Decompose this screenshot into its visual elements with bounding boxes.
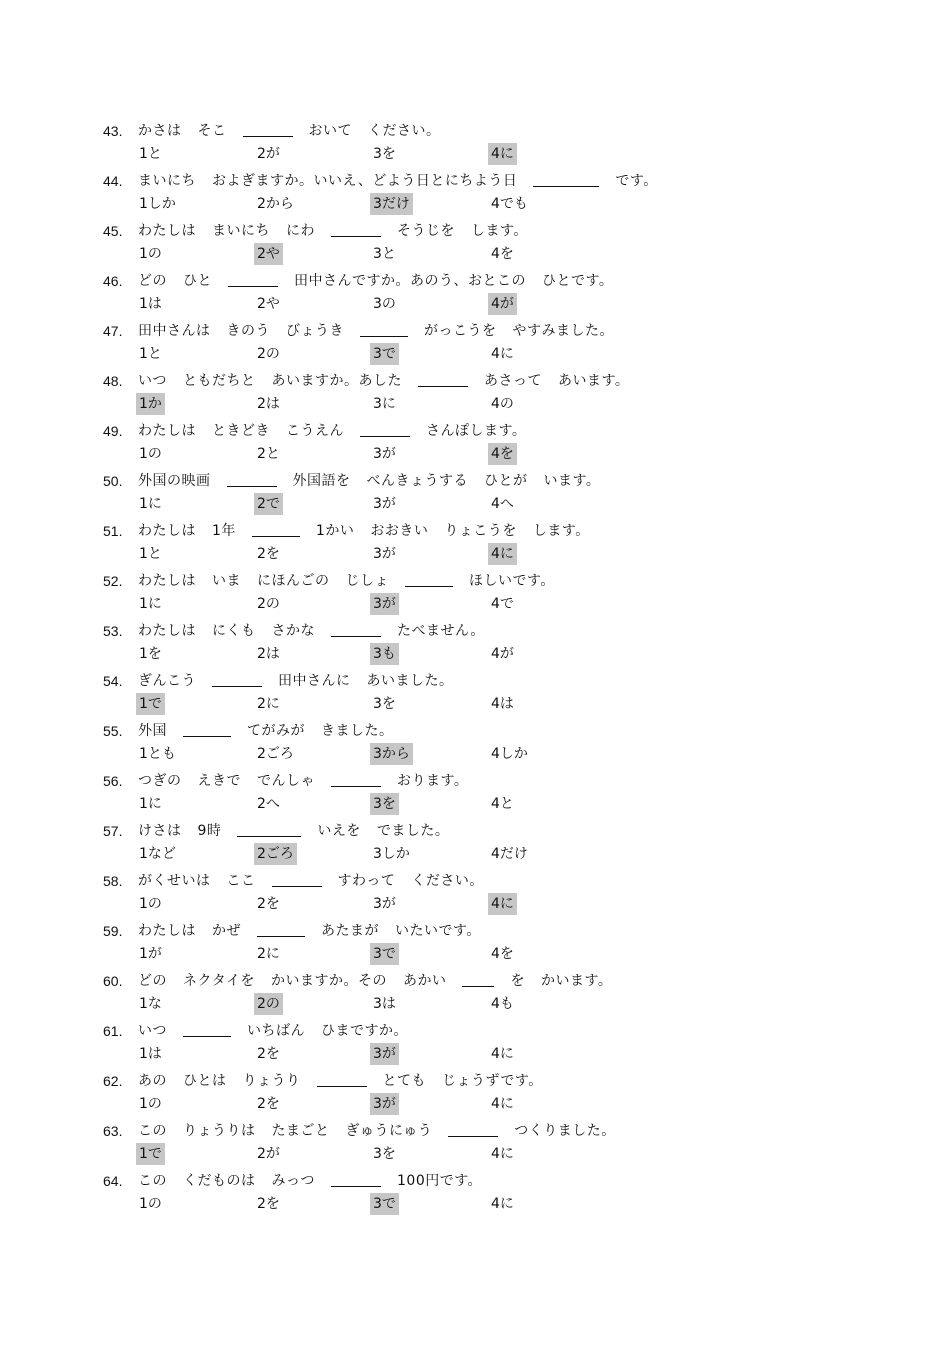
question-segment: 1年 [212,523,236,539]
question-segment: にわ [286,223,315,239]
question-number: 60. [103,973,123,989]
option: 3が [373,896,396,912]
question-number: 58. [103,873,123,889]
option: 2の [257,346,280,362]
option: 1が [139,946,162,962]
option: 4に [491,1096,514,1112]
question-item [0,270,950,320]
option: 1に [139,596,162,612]
question-segment: でんしゃ [257,773,315,789]
option-correct: 4に [488,143,517,165]
question-segment: きのう [226,323,270,339]
question-segment: にほんごの [257,573,330,589]
option-correct: 4に [488,893,517,915]
question-item [0,520,950,570]
option-row [0,793,950,815]
answer-blank [252,522,300,537]
option-row [0,843,950,865]
question-segment: ひと [183,273,212,289]
option: 4が [491,646,514,662]
question-text [138,1120,632,1142]
option-row [0,1193,950,1215]
option: 1の [139,446,162,462]
answer-blank [331,1172,381,1187]
question-segment: びょうき [286,323,344,339]
option: 2ごろ [257,746,294,762]
option-correct: 1で [136,693,165,715]
option: 3を [373,146,396,162]
option: 2は [257,646,280,662]
question-list [0,120,950,1220]
question-text [138,470,616,492]
question-number: 53. [103,623,123,639]
option: 2に [257,946,280,962]
option: 3が [373,496,396,512]
question-segment: 外国 [138,723,167,739]
question-segment: かぜ [212,923,241,939]
option: 4の [491,396,514,412]
option: 2と [257,446,280,462]
option-correct: 3が [370,593,399,615]
question-text [138,420,542,442]
option-correct: 2で [254,493,283,515]
option-row [0,643,950,665]
question-segment: きました。 [321,723,394,739]
question-segment: りょこうを [444,523,517,539]
question-number: 47. [103,323,123,339]
question-segment: かいます。 [540,973,613,989]
option: 3が [373,546,396,562]
question-item [0,470,950,520]
answer-blank [243,122,293,137]
answer-blank [257,922,305,937]
question-segment: およぎますか。いいえ、どよう日とにちよう日 [212,173,518,189]
question-segment: あさって [484,373,542,389]
question-text [138,220,544,242]
question-segment: すわって [337,873,396,889]
question-number: 43. [103,123,123,139]
option: 4へ [491,496,514,512]
question-item [0,1070,950,1120]
question-segment: とても [382,1073,426,1089]
question-segment: くだものは [183,1173,256,1189]
question-item [0,770,950,820]
question-number: 48. [103,373,123,389]
option-correct: 3で [370,943,399,965]
option: 4で [491,596,514,612]
question-segment: します。 [532,523,590,539]
question-segment: つくりました。 [514,1123,616,1139]
answer-blank [331,772,381,787]
option-correct: 3だけ [370,193,413,215]
question-segment: りょうりは [183,1123,256,1139]
option-correct: 2や [254,243,283,265]
question-segment: わたしは [138,573,196,589]
answer-blank [418,372,468,387]
option: 1とも [139,746,176,762]
answer-blank [237,822,301,837]
option-row [0,343,950,365]
question-text [138,170,674,192]
option: 1の [139,896,162,912]
question-segment: がっこうを [424,323,497,339]
option: 4も [491,996,514,1012]
question-segment: わたしは [138,423,196,439]
question-segment: ひとは [183,1073,227,1089]
question-item [0,420,950,470]
question-segment: けさは [138,823,182,839]
question-text [138,670,470,692]
option-correct: 3で [370,1193,399,1215]
question-segment: じょうずです。 [442,1073,543,1089]
question-segment: 9時 [197,823,222,839]
option: 1と [139,146,162,162]
question-item [0,120,950,170]
question-segment: あの [138,1073,167,1089]
option-row [0,243,950,265]
question-segment: を [510,973,525,989]
option-row [0,143,950,165]
answer-blank [228,272,278,287]
option: 2は [257,396,280,412]
option: 4しか [491,746,528,762]
option-correct: 3が [370,1043,399,1065]
question-number: 45. [103,223,123,239]
question-text [138,320,630,342]
question-segment: まいにち [138,173,196,189]
question-segment: ともだちと [183,373,256,389]
question-item [0,970,950,1020]
question-segment: ひまですか。 [321,1023,408,1039]
question-segment: ひとが [484,473,528,489]
question-item [0,220,950,270]
option: 4に [491,346,514,362]
question-segment: そこ [197,123,227,139]
question-segment: みっつ [271,1173,315,1189]
answer-blank [448,1122,498,1137]
question-number: 62. [103,1073,123,1089]
question-segment: かいますか。その [270,973,387,989]
option-correct: 1か [136,393,165,415]
question-segment: あたまが [321,923,379,939]
question-text [138,520,606,542]
question-item [0,170,950,220]
question-segment: ときどき [212,423,270,439]
option-correct: 3を [370,793,399,815]
question-segment: こうえん [286,423,344,439]
option-row [0,743,950,765]
option-row [0,543,950,565]
answer-blank [331,622,381,637]
question-segment: おいて [308,123,352,139]
question-segment: いえを [317,823,361,839]
question-number: 56. [103,773,123,789]
option-correct: 4に [488,543,517,565]
question-segment: です。 [615,173,658,189]
answer-blank [183,1022,231,1037]
question-segment: わたしは [138,623,196,639]
question-segment: 田中さんですか。あのう、おとこの [294,273,526,289]
question-segment: さんぽします。 [426,423,527,439]
question-segment: ぎんこう [138,673,196,689]
option: 2や [257,296,280,312]
question-segment: つぎの [138,773,182,789]
question-item [0,870,950,920]
option: 2が [257,1146,280,1162]
question-segment: 田中さんは [138,323,211,339]
question-segment: あかい [402,973,447,989]
option: 1など [139,846,176,862]
option-row [0,443,950,465]
option: 1を [139,646,162,662]
question-text [138,920,497,942]
question-segment: ここ [226,873,256,889]
question-segment: 外国語を [292,473,351,489]
question-segment: べんきょうする [366,473,468,489]
option: 3の [373,296,396,312]
option: 3が [373,446,396,462]
option: 1に [139,496,162,512]
option: 1の [139,246,162,262]
question-text [138,820,465,842]
question-segment: ほしいです。 [469,573,555,589]
question-number: 51. [103,523,123,539]
option-correct: 2ごろ [254,843,297,865]
answer-blank [533,172,599,187]
question-segment: この [138,1123,167,1139]
question-segment: にくも [212,623,256,639]
question-segment: いつ [138,373,167,389]
option-correct: 4が [488,293,517,315]
option: 4に [491,1046,514,1062]
option: 3を [373,696,396,712]
option: 1に [139,796,162,812]
answer-blank [462,972,494,987]
question-segment: います。 [543,473,601,489]
question-item [0,370,950,420]
option-row [0,293,950,315]
question-text [138,620,501,642]
option-row [0,693,950,715]
option-row [0,893,950,915]
answer-blank [183,722,231,737]
question-text [138,270,629,292]
question-segment: ぎゅうにゅう [345,1123,433,1139]
question-segment: いつ [138,1023,167,1039]
question-segment: どの [138,973,167,989]
question-segment: さかな [271,623,315,639]
question-text [138,370,645,392]
question-segment: おおきい [370,523,429,539]
option: 3しか [373,846,410,862]
option-row [0,193,950,215]
question-segment: ネクタイを [183,973,255,989]
option-correct: 1で [136,1143,165,1165]
option: 2が [257,146,280,162]
question-segment: わたしは [138,223,196,239]
option-row [0,993,950,1015]
option: 4を [491,246,514,262]
option: 3に [373,396,396,412]
option: 2を [257,896,280,912]
question-number: 59. [103,923,123,939]
question-number: 49. [103,423,123,439]
option: 2を [257,1196,280,1212]
option: 1は [139,296,162,312]
question-item [0,1120,950,1170]
option: 4は [491,696,514,712]
question-segment: そうじを [397,223,455,239]
question-item [0,620,950,670]
answer-blank [360,422,410,437]
question-item [0,920,950,970]
question-text [138,1070,559,1092]
question-segment: がくせいは [138,873,211,889]
option: 2を [257,1096,280,1112]
option: 4と [491,796,514,812]
question-number: 64. [103,1173,123,1189]
option: 2を [257,546,280,562]
option: 2の [257,596,280,612]
question-item [0,1170,950,1220]
question-item [0,570,950,620]
question-segment: いたいです。 [395,923,481,939]
question-segment: えきで [197,773,241,789]
option-row [0,393,950,415]
question-segment: わたしは [138,923,196,939]
option: 1しか [139,196,176,212]
question-segment: たべません。 [397,623,485,639]
question-segment: いちばん [247,1023,305,1039]
question-segment: 田中さんに [278,673,351,689]
question-item [0,720,950,770]
question-segment: あいます。 [558,373,630,389]
question-segment: あいました。 [366,673,454,689]
option-row [0,593,950,615]
question-segment: ひとです。 [542,273,614,289]
option: 2に [257,696,280,712]
question-text [138,970,628,992]
option: 4でも [491,196,528,212]
question-segment: ください。 [368,123,441,139]
question-segment: でました。 [376,823,450,839]
answer-blank [227,472,277,487]
answer-blank [405,572,453,587]
question-segment: します。 [471,223,528,239]
question-segment: てがみが [247,723,305,739]
question-segment: あいますか。あした [271,373,402,389]
question-segment: 1かい [315,523,355,539]
question-segment: やすみました。 [512,323,614,339]
question-number: 57. [103,823,123,839]
question-item [0,1020,950,1070]
question-number: 61. [103,1023,123,1039]
question-segment: わたしは [138,523,196,539]
question-number: 44. [103,173,123,189]
option: 1の [139,1196,162,1212]
option: 3を [373,1146,396,1162]
option: 1の [139,1096,162,1112]
question-number: 54. [103,673,123,689]
option: 1と [139,346,162,362]
option: 3は [373,996,396,1012]
question-text [138,1020,424,1042]
option: 3と [373,246,396,262]
option: 2から [257,196,294,212]
question-number: 55. [103,723,123,739]
question-segment: じしょ [345,573,389,589]
question-number: 50. [103,473,123,489]
option: 4だけ [491,846,528,862]
question-segment: 100円です。 [397,1173,483,1189]
option: 4に [491,1196,514,1212]
option: 2へ [257,796,280,812]
question-segment: この [138,1173,167,1189]
question-segment: まいにち [212,223,270,239]
option-row [0,1143,950,1165]
question-text [138,870,500,892]
question-item [0,820,950,870]
question-item [0,670,950,720]
option-row [0,943,950,965]
option: 2を [257,1046,280,1062]
question-text [138,120,457,142]
question-number: 63. [103,1123,123,1139]
answer-blank [360,322,408,337]
option-correct: 3から [370,743,413,765]
option: 1は [139,1046,162,1062]
question-segment: たまごと [271,1123,330,1139]
question-segment: おります。 [397,773,469,789]
option-correct: 3が [370,1093,399,1115]
option-correct: 3で [370,343,399,365]
question-item [0,320,950,370]
option-row [0,1043,950,1065]
question-segment: りょうり [242,1073,301,1089]
question-text [138,720,410,742]
answer-blank [212,672,262,687]
question-segment: いま [212,573,241,589]
option: 1と [139,546,162,562]
question-segment: ください。 [411,873,484,889]
option: 4に [491,1146,514,1162]
option-correct: 2の [254,993,283,1015]
question-number: 46. [103,273,123,289]
question-segment: どの [138,273,167,289]
answer-blank [317,1072,367,1087]
option-correct: 3も [370,643,399,665]
question-text [138,1170,498,1192]
question-segment: かさは [138,123,182,139]
option: 1な [139,996,162,1012]
answer-blank [331,222,381,237]
option-row [0,493,950,515]
question-text [138,570,571,592]
question-segment: 外国の映画 [138,473,211,489]
option-correct: 4を [488,443,517,465]
answer-blank [272,872,322,887]
question-text [138,770,484,792]
option-row [0,1093,950,1115]
question-number: 52. [103,573,123,589]
option: 4を [491,946,514,962]
